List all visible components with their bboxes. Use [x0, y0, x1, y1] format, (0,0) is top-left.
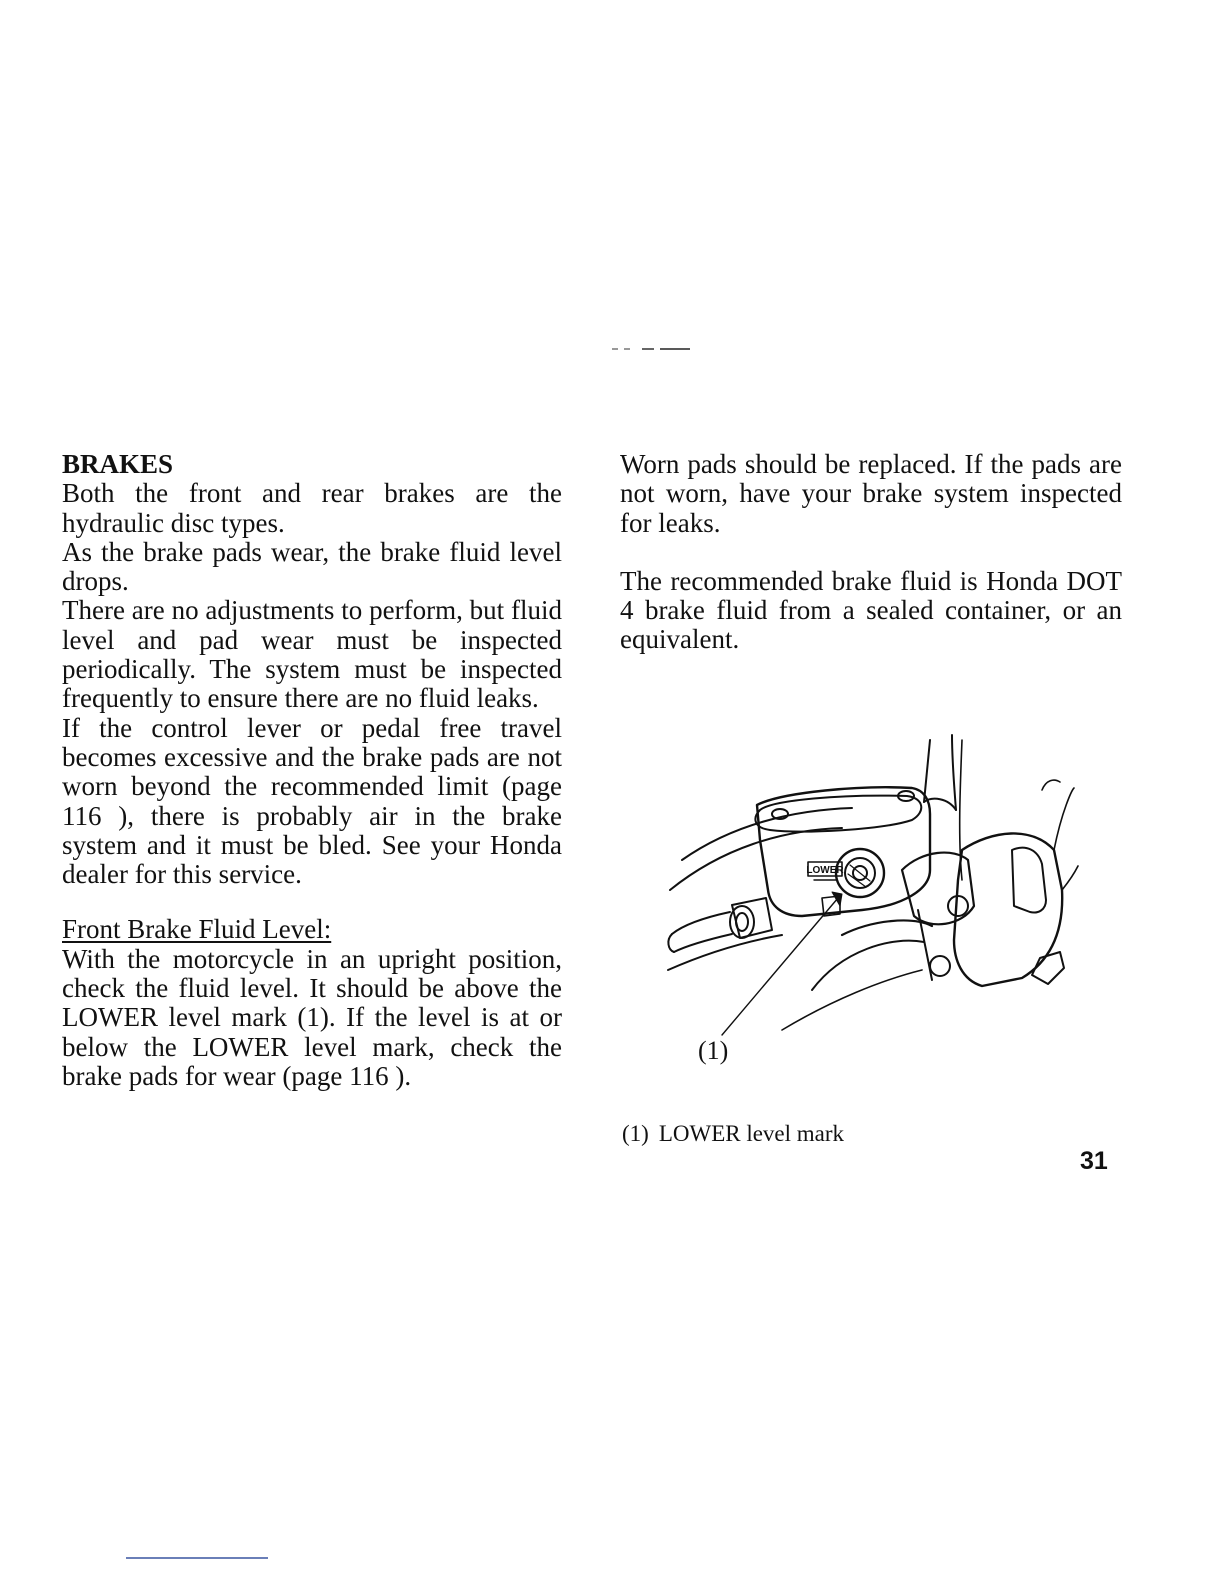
- paragraph-pad-wear: As the brake pads wear, the brake fluid level drops.: [62, 536, 562, 597]
- page-number: 31: [1080, 1147, 1108, 1175]
- paragraph-worn-pads: Worn pads should be replaced. If the pads are not worn, have your brake system inspected for leaks.: [620, 449, 1122, 538]
- right-column: [620, 450, 1122, 655]
- callout-label-1: (1): [698, 1036, 729, 1065]
- figure-caption: [622, 1121, 844, 1147]
- paragraph-recommended-fluid: The recommended brake fluid is Honda DOT 4 brake fluid from a sealed container, or an equivalent.: [620, 565, 1122, 655]
- left-column: [62, 450, 562, 1091]
- caption-text: LOWER level mark: [658, 1121, 845, 1146]
- top-dash-marks: [612, 347, 692, 351]
- paragraph-disc-types: Both the front and rear brakes are the hydraulic disc types.: [62, 478, 562, 538]
- caption-number: (1): [622, 1121, 649, 1146]
- brake-reservoir-illustration: [662, 730, 1082, 1070]
- paragraph-air-in-system: If the control lever or pedal free travel becomes excessive and the brake pads are not worn beyond the recommended limit (page 116 ), there is probably air in the brake system and it must be bled. See your Honda dealer for this service.: [62, 712, 562, 890]
- paragraph-fluid-level-check: With the motorcycle in an upright position, check the fluid level. It should be above the LOWER level mark (1). If the level is at or below the LOWER level mark, check the brake pads for wear (page 116 ).: [62, 943, 562, 1091]
- section-title: BRAKES: [62, 449, 174, 479]
- paragraph-inspection: There are no adjustments to perform, but fluid level and pad wear must be inspected periodically. The system must be inspected frequently to ensure there are no fluid leaks.: [62, 595, 562, 714]
- reservoir-lower-label: LOWER: [806, 865, 844, 876]
- bottom-rule: [126, 1557, 268, 1559]
- subheading-front-fluid-level: Front Brake Fluid Level:: [62, 914, 332, 945]
